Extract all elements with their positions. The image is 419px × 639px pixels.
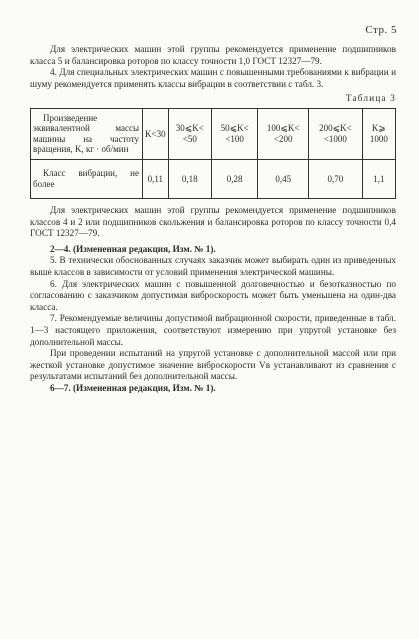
table-header-cell: K⩾ 1000 — [362, 108, 395, 159]
page-number: Стр. 5 — [365, 24, 397, 36]
amendment-note-2-4: 2—4. (Измененная редакция, Изм. № 1). — [50, 243, 216, 254]
table-header-cell: 200⩽K< <1000 — [309, 108, 363, 159]
table-header-row — [31, 108, 396, 159]
paragraph-bearings-class-5: Для электрических машин этой группы рекомендуется применение подшипников класса 5 и балансировка роторов по классу точности 1,0 ГОСТ 12327—79. — [30, 44, 396, 66]
table-cell: 0,11 — [143, 159, 169, 198]
paragraph-item-6: 6. Для электрических машин с повышенной долговечностью и безотказностью по согласованию с заказчиком допустимая виброскорость может быть уменьшена на один-два класса. — [30, 278, 396, 312]
table-cell: 0,45 — [258, 159, 309, 198]
vibration-class-table — [30, 108, 396, 199]
paragraph-testing: При проведении испытаний на упругой установке с дополнительной массой или при жесткой установке допустимое значение виброскорости Vв устанавливают из сравнения с результатами испытаний без дополнительной массы. — [30, 348, 396, 382]
table-header-cell: K<30 — [143, 108, 169, 159]
paragraph-bearings-class-4-2: Для электрических машин этой группы рекомендуется применение подшипников классов 4 и 2 или подшипников скольжения и балансировка роторов по классу точности 0,4 ГОСТ 12327—79. — [30, 204, 396, 239]
table-header-first: Произведение эквивалентной массы машины на частоту вращения, K, кг · об/мин — [31, 108, 143, 159]
table-header-cell: 100⩽K< <200 — [258, 108, 309, 159]
table-cell: 1,1 — [362, 159, 395, 198]
table-cell: 0,28 — [212, 159, 258, 198]
paragraph-item-5: 5. В технически обоснованных случаях заказчик может выбирать один из приведенных выше классов в зависимости от условий применения электрической машины. — [30, 255, 396, 277]
table-header-cell: 30⩽K< <50 — [168, 108, 211, 159]
paragraph-item-7: 7. Рекомендуемые величины допустимой вибрационной скорости, приведенные в табл. 1—3 настоящего приложения, соответствуют измерению при упругой установке без дополнительной массы. — [30, 313, 396, 347]
table-row-label: Класс вибрации, не более — [31, 159, 143, 198]
page-content — [30, 44, 396, 394]
table-cell: 0,70 — [309, 159, 363, 198]
table-header-cell: 50⩽K< <100 — [212, 108, 258, 159]
table-title: Таблица 3 — [345, 93, 396, 104]
table-row — [31, 159, 396, 198]
paragraph-special-machines: 4. Для специальных электрических машин с повышенными требованиями к вибрации и шуму рекомендуется применять классы вибрации в соответствии с табл. 3. — [30, 67, 396, 89]
amendment-note-6-7: 6—7. (Измененная редакция, Изм. № 1). — [50, 382, 216, 393]
table-cell: 0,18 — [168, 159, 211, 198]
